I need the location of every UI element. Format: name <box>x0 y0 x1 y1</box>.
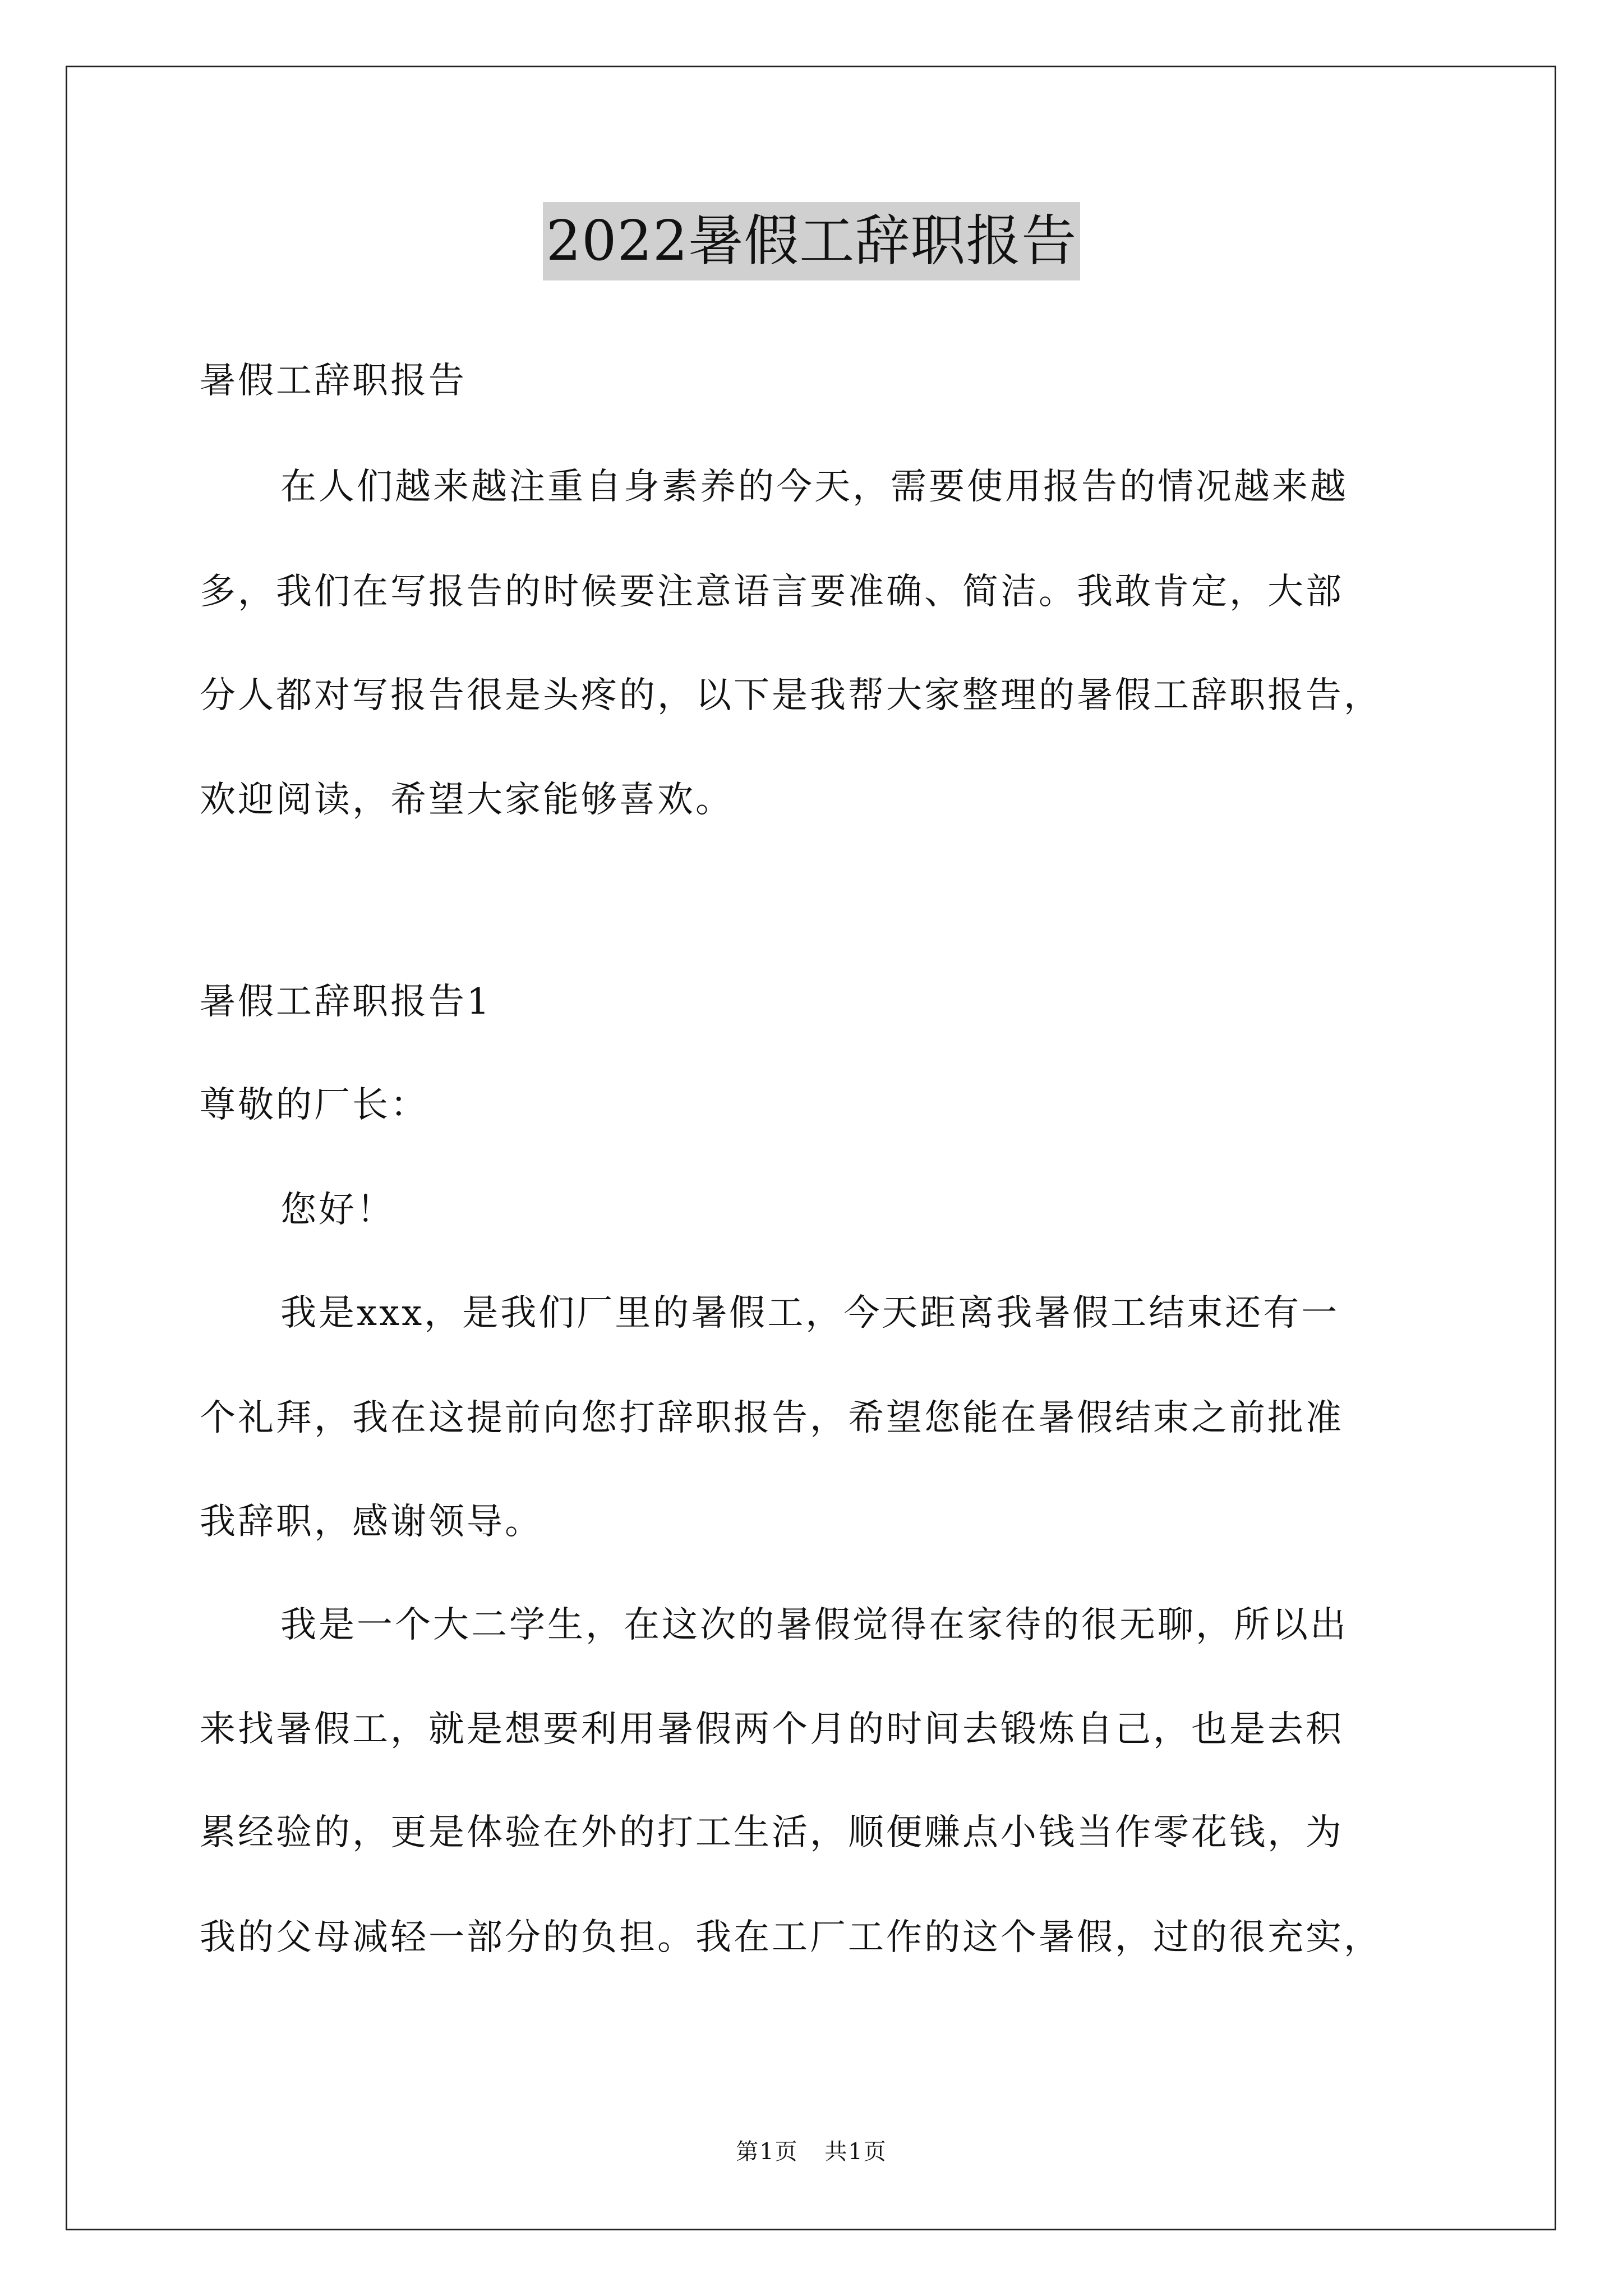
title-container <box>0 202 1623 280</box>
paragraph-line: 我是一个大二学生，在这次的暑假觉得在家待的很无聊，所以出 <box>280 1604 1348 1646</box>
paragraph-line: 欢迎阅读，希望大家能够喜欢。 <box>200 779 734 821</box>
paragraph-line: 多，我们在写报告的时候要注意语言要准确、简洁。我敢肯定，大部 <box>200 571 1344 613</box>
paragraph-line: 我辞职，感谢领导。 <box>200 1501 543 1543</box>
page-footer <box>0 2136 1623 2168</box>
paragraph-line: 分人都对写报告很是头疼的，以下是我帮大家整理的暑假工辞职报告， <box>200 675 1382 716</box>
subtitle: 暑假工辞职报告 <box>200 360 467 402</box>
greeting: 您好！ <box>280 1189 395 1231</box>
paragraph-line: 我是xxx，是我们厂里的暑假工，今天距离我暑假工结束还有一 <box>280 1292 1340 1334</box>
page-total: 共1页 <box>824 2139 887 2165</box>
paragraph-line: 累经验的，更是体验在外的打工生活，顺便赚点小钱当作零花钱，为 <box>200 1812 1344 1853</box>
paragraph-line: 在人们越来越注重自身素养的今天，需要使用报告的情况越来越 <box>280 466 1348 508</box>
document-title: 2022暑假工辞职报告 <box>543 202 1080 280</box>
paragraph-line: 我的父母减轻一部分的负担。我在工厂工作的这个暑假，过的很充实， <box>200 1917 1382 1958</box>
page-number: 第1页 <box>736 2139 799 2165</box>
paragraph-line: 来找暑假工，就是想要利用暑假两个月的时间去锻炼自己，也是去积 <box>200 1709 1344 1750</box>
section-heading: 暑假工辞职报告1 <box>200 981 492 1023</box>
salutation: 尊敬的厂长： <box>200 1084 428 1126</box>
paragraph-line: 个礼拜，我在这提前向您打辞职报告，希望您能在暑假结束之前批准 <box>200 1397 1344 1439</box>
